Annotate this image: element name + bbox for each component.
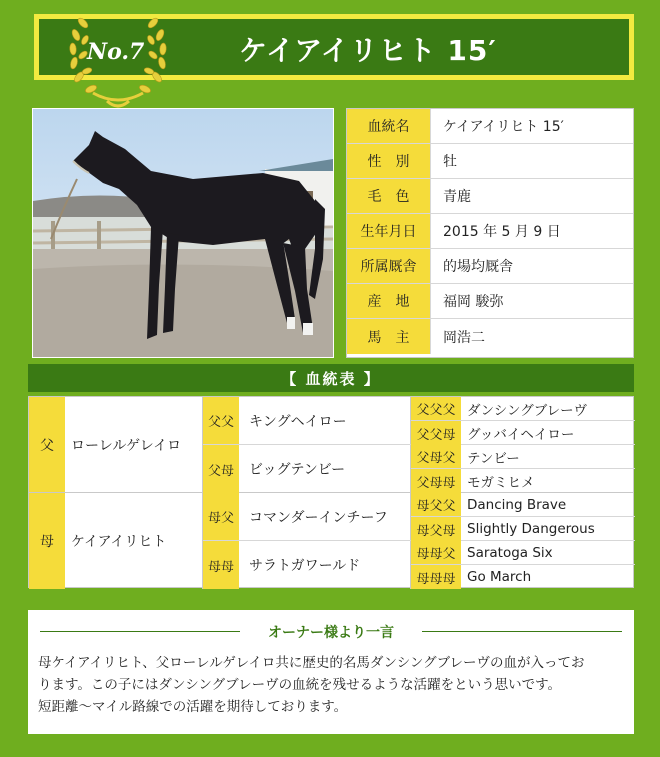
profile-table	[346, 108, 634, 358]
title-banner	[34, 14, 634, 80]
horse-photo-frame	[32, 108, 334, 358]
pedigree-label: 父	[29, 397, 65, 492]
profile-label: 生年月日	[347, 214, 431, 248]
owner-comment-box	[28, 610, 634, 734]
profile-label: 血統名	[347, 109, 431, 143]
pedigree-label: 母父父	[411, 493, 461, 516]
profile-row	[347, 319, 633, 354]
pedigree-ancestor	[411, 397, 635, 421]
pedigree-label: 母父母	[411, 517, 461, 541]
pedigree-label: 父父母	[411, 421, 461, 445]
pedigree-table	[28, 396, 634, 588]
pedigree-label: 父父	[203, 397, 239, 444]
horse-photo	[33, 109, 333, 357]
profile-label: 毛 色	[347, 179, 431, 213]
pedigree-label: 父母母	[411, 469, 461, 493]
pedigree-sire-line	[29, 397, 633, 493]
pedigree-label: 父母	[203, 445, 239, 493]
pedigree-ancestor	[411, 493, 635, 517]
profile-value: 牡	[443, 154, 457, 170]
profile-value: 2015 年 5 月 9 日	[443, 224, 561, 240]
profile-row	[347, 144, 633, 179]
profile-value: 青鹿	[443, 189, 471, 205]
pedigree-ancestor	[411, 565, 635, 589]
pedigree-ancestor	[411, 517, 635, 541]
owner-comment-body	[38, 652, 624, 718]
pedigree-name: Dancing Brave	[467, 496, 567, 513]
owner-comment-heading	[28, 622, 634, 642]
page-title: ケイアイリヒト 15′	[239, 34, 497, 67]
pedigree-name: テンビー	[467, 450, 520, 467]
pedigree-name: サラトガワールド	[239, 541, 411, 589]
pedigree-heading: 【 血統表 】	[28, 364, 634, 392]
comment-line-text: 短距離～マイル路線での活躍を期待しております。	[38, 699, 348, 715]
pedigree-name: Go March	[467, 569, 532, 585]
pedigree-ancestor	[411, 445, 635, 469]
title-banner-inner	[39, 19, 629, 75]
pedigree-label: 父父父	[411, 397, 461, 420]
profile-label: 馬 主	[347, 319, 431, 354]
pedigree-branch	[203, 493, 635, 541]
pedigree-name: ダンシングブレーヴ	[467, 402, 588, 419]
profile-label: 産 地	[347, 284, 431, 318]
profile-value: ケイアイリヒト 15′	[443, 119, 564, 135]
pedigree-label: 母	[29, 493, 65, 589]
profile-row	[347, 214, 633, 249]
comment-line-text: ります。この子にはダンシングブレーヴの血統を残せるような活躍をという思いです。	[38, 677, 561, 693]
profile-value: 岡浩二	[443, 329, 485, 346]
pedigree-ancestor	[411, 469, 635, 493]
pedigree-name: モガミヒメ	[467, 475, 535, 491]
profile-row	[347, 179, 633, 214]
profile-row	[347, 284, 633, 319]
pedigree-name: コマンダーインチーフ	[239, 493, 411, 540]
profile-label: 所属厩舎	[347, 249, 431, 283]
profile-label: 性 別	[347, 144, 431, 178]
pedigree-label: 母母父	[411, 541, 461, 564]
owner-comment-title: オーナー様より一言	[256, 622, 406, 642]
pedigree-label: 母母	[203, 541, 239, 589]
pedigree-name: グッバイヘイロー	[467, 427, 575, 443]
profile-value: 的場均厩舎	[443, 259, 513, 275]
pedigree-dam-line	[29, 493, 633, 589]
profile-row	[347, 109, 633, 144]
pedigree-ancestor	[411, 421, 635, 445]
pedigree-ancestor	[411, 541, 635, 565]
pedigree-label: 父母父	[411, 445, 461, 468]
pedigree-name: ビッグテンビー	[239, 445, 411, 493]
pedigree-branch	[203, 397, 635, 445]
pedigree-name: Slightly Dangerous	[467, 521, 595, 537]
pedigree-name: キングヘイロー	[239, 397, 411, 444]
pedigree-label: 母母母	[411, 565, 461, 589]
pedigree-label: 母父	[203, 493, 239, 540]
comment-line-text: 母ケイアイリヒト、父ローレルゲレイロ共に歴史的名馬ダンシングブレーヴの血が入ってお	[38, 655, 585, 671]
pedigree-name: ローレルゲレイロ	[65, 397, 203, 492]
entry-number: No.7	[87, 39, 145, 65]
pedigree-name: Saratoga Six	[467, 544, 553, 561]
pedigree-name: ケイアイリヒト	[65, 493, 203, 589]
profile-value: 福岡 駿弥	[443, 294, 504, 310]
pedigree-branch	[203, 541, 635, 589]
pedigree-branch	[203, 445, 635, 493]
profile-row	[347, 249, 633, 284]
